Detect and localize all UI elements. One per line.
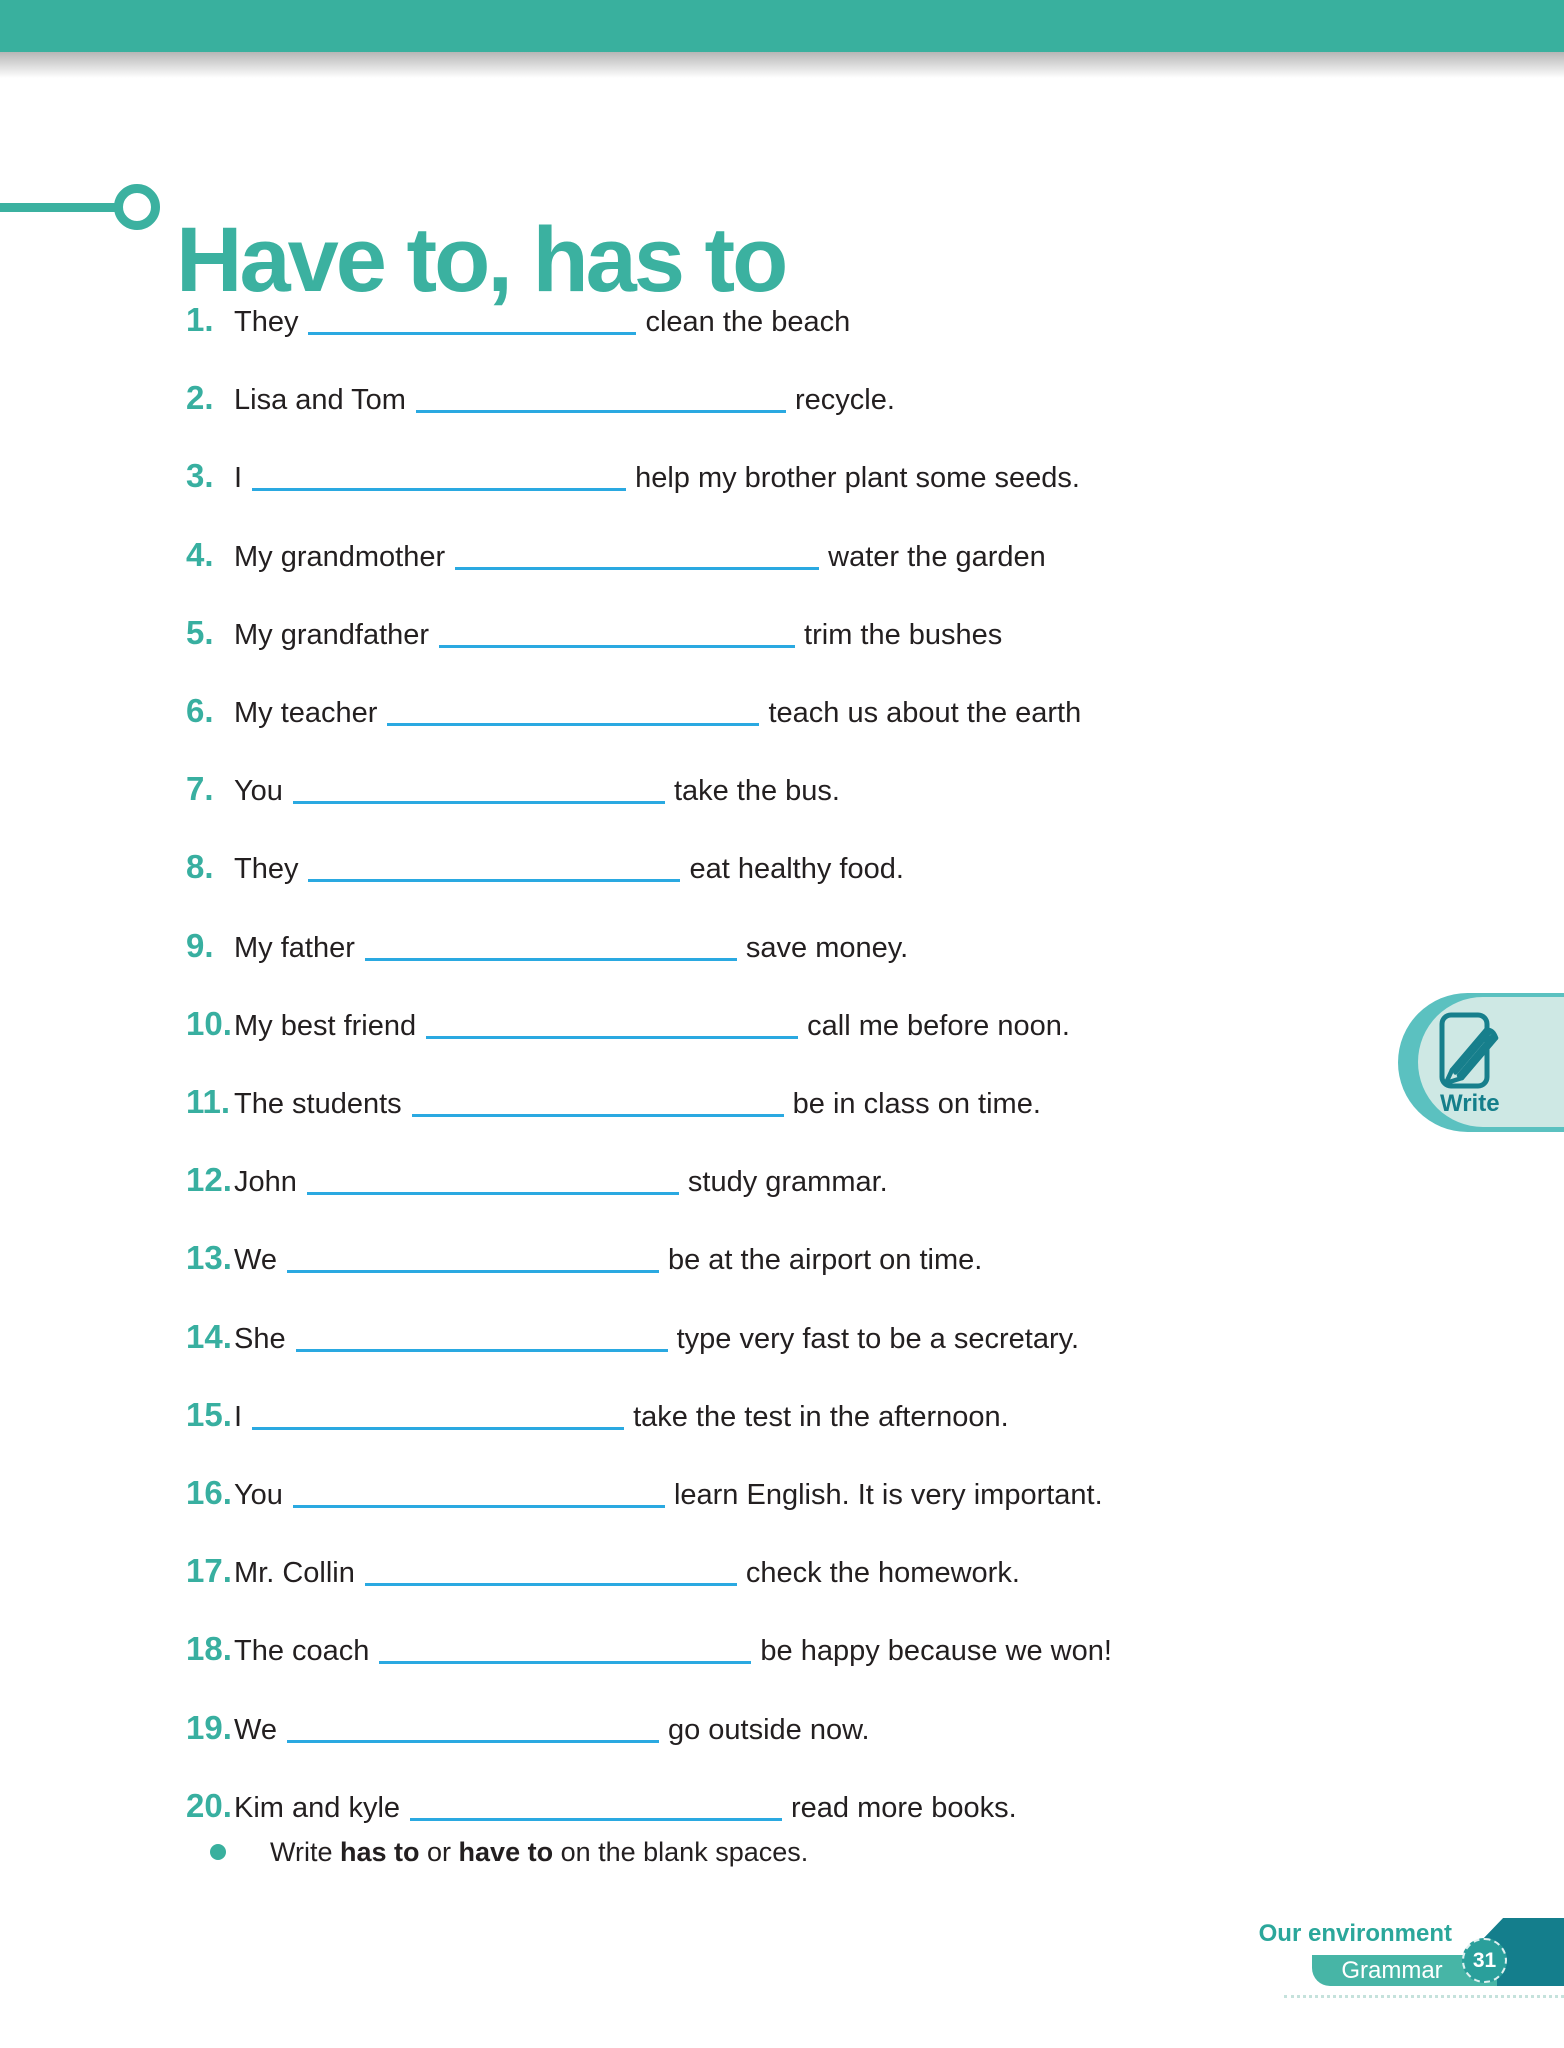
footer-unit-title: Our environment xyxy=(1258,1920,1452,1947)
bullet-dot-icon xyxy=(210,1844,226,1860)
item-post-text: water the garden xyxy=(828,540,1046,573)
page-number: 31 xyxy=(1472,1948,1497,1972)
item-pre-text: The students xyxy=(234,1088,402,1121)
blank-line[interactable] xyxy=(252,1425,624,1430)
item-number: 13. xyxy=(186,1239,232,1277)
item-number: 2. xyxy=(186,379,214,417)
footer-dotted-line xyxy=(1284,1995,1564,1998)
item-number: 15. xyxy=(186,1395,232,1433)
item-pre-text: The coach xyxy=(234,1635,370,1668)
top-color-bar xyxy=(0,0,1564,52)
item-post-text: teach us about the earth xyxy=(768,697,1082,730)
blank-line[interactable] xyxy=(416,408,786,413)
exercise-item-14 xyxy=(0,1299,1564,1377)
item-post-text: learn English. It is very important. xyxy=(673,1479,1103,1512)
item-number: 17. xyxy=(186,1552,232,1590)
item-pre-text: You xyxy=(234,1479,283,1512)
exercise-item-2 xyxy=(0,360,1564,438)
blank-line[interactable] xyxy=(379,1659,751,1664)
write-tab-label: Write xyxy=(1440,1090,1500,1117)
blank-line[interactable] xyxy=(387,721,759,726)
item-pre-text: My grandfather xyxy=(234,618,430,651)
pencil-paper-icon xyxy=(1438,1008,1502,1092)
item-pre-text: Kim and kyle xyxy=(234,1791,401,1824)
blank-line[interactable] xyxy=(426,1034,798,1039)
item-number: 19. xyxy=(186,1708,232,1746)
exercise-item-16 xyxy=(0,1455,1564,1533)
exercise-item-11 xyxy=(0,1064,1564,1142)
exercise-item-15 xyxy=(0,1377,1564,1455)
instruction-seg2: or xyxy=(419,1836,459,1867)
item-number: 7. xyxy=(186,770,214,808)
top-bar-shadow xyxy=(0,52,1564,78)
exercise-item-12 xyxy=(0,1142,1564,1220)
blank-line[interactable] xyxy=(287,1268,659,1273)
title-decor-line xyxy=(0,203,116,212)
blank-line[interactable] xyxy=(293,1503,665,1508)
exercise-item-1 xyxy=(0,282,1564,360)
blank-line[interactable] xyxy=(365,956,737,961)
exercise-item-18 xyxy=(0,1611,1564,1689)
footer-section-label: Grammar xyxy=(1341,1957,1443,1984)
item-post-text: be at the airport on time. xyxy=(667,1244,983,1277)
exercise-item-8 xyxy=(0,829,1564,907)
item-post-text: take the bus. xyxy=(673,775,840,808)
item-number: 9. xyxy=(186,926,214,964)
exercise-item-3 xyxy=(0,438,1564,516)
item-pre-text: My grandmother xyxy=(234,540,446,573)
exercise-item-19 xyxy=(0,1690,1564,1768)
item-pre-text: Mr. Collin xyxy=(234,1557,355,1590)
blank-line[interactable] xyxy=(365,1581,737,1586)
blank-line[interactable] xyxy=(308,877,680,882)
item-pre-text: Lisa and Tom xyxy=(234,384,406,417)
item-post-text: go outside now. xyxy=(667,1713,870,1746)
item-post-text: trim the bushes xyxy=(804,618,1003,651)
exercise-item-5 xyxy=(0,595,1564,673)
item-post-text: take the test in the afternoon. xyxy=(633,1400,1009,1433)
item-pre-text: They xyxy=(234,853,299,886)
blank-line[interactable] xyxy=(252,486,626,491)
exercise-item-6 xyxy=(0,673,1564,751)
item-number: 18. xyxy=(186,1630,232,1668)
item-post-text: be happy because we won! xyxy=(760,1635,1112,1668)
exercise-list xyxy=(0,282,1564,1846)
item-number: 10. xyxy=(186,1004,232,1042)
blank-line[interactable] xyxy=(439,643,795,648)
instruction-note xyxy=(210,1834,808,1870)
item-number: 14. xyxy=(186,1317,232,1355)
item-post-text: type very fast to be a secretary. xyxy=(676,1322,1080,1355)
item-pre-text: We xyxy=(234,1713,277,1746)
title-decor-circle-icon xyxy=(114,184,160,230)
item-post-text: save money. xyxy=(745,931,909,964)
item-post-text: recycle. xyxy=(794,384,895,417)
exercise-item-10 xyxy=(0,986,1564,1064)
blank-line[interactable] xyxy=(287,1738,659,1743)
blank-line[interactable] xyxy=(307,1190,679,1195)
item-post-text: call me before noon. xyxy=(807,1009,1070,1042)
blank-line[interactable] xyxy=(308,330,636,335)
blank-line[interactable] xyxy=(296,1347,668,1352)
item-number: 1. xyxy=(186,301,214,338)
item-post-text: eat healthy food. xyxy=(689,853,904,886)
page-number-badge xyxy=(1462,1938,1507,1983)
item-pre-text: We xyxy=(234,1244,277,1277)
exercise-item-9 xyxy=(0,908,1564,986)
item-post-text: check the homework. xyxy=(745,1557,1020,1590)
item-pre-text: My teacher xyxy=(234,697,378,730)
item-pre-text: My best friend xyxy=(234,1009,417,1042)
item-post-text: read more books. xyxy=(791,1791,1017,1824)
page-title: Have to, has to xyxy=(176,208,786,311)
instruction-bold-has-to: has to xyxy=(340,1836,420,1867)
blank-line[interactable] xyxy=(412,1112,784,1117)
item-number: 6. xyxy=(186,692,214,730)
blank-line[interactable] xyxy=(455,565,819,570)
item-post-text: help my brother plant some seeds. xyxy=(635,462,1080,495)
item-number: 3. xyxy=(186,457,214,495)
exercise-item-4 xyxy=(0,517,1564,595)
blank-line[interactable] xyxy=(410,1816,782,1821)
exercise-item-7 xyxy=(0,751,1564,829)
item-pre-text: John xyxy=(234,1166,297,1199)
item-pre-text: You xyxy=(234,775,283,808)
instruction-text xyxy=(270,1837,808,1868)
instruction-seg3: on the blank spaces. xyxy=(553,1836,809,1867)
item-post-text: clean the beach xyxy=(645,306,851,338)
item-number: 12. xyxy=(186,1161,232,1199)
item-pre-text: She xyxy=(234,1322,286,1355)
item-pre-text: I xyxy=(234,462,243,495)
item-number: 5. xyxy=(186,613,214,651)
exercise-item-17 xyxy=(0,1533,1564,1611)
exercise-item-13 xyxy=(0,1220,1564,1298)
item-number: 8. xyxy=(186,848,214,886)
item-pre-text: My father xyxy=(234,931,355,964)
item-number: 4. xyxy=(186,535,214,573)
item-number: 16. xyxy=(186,1474,232,1512)
item-pre-text: I xyxy=(234,1400,243,1433)
item-post-text: study grammar. xyxy=(687,1166,888,1199)
instruction-bold-have-to: have to xyxy=(458,1836,554,1867)
item-post-text: be in class on time. xyxy=(792,1088,1041,1121)
item-pre-text: They xyxy=(234,306,299,338)
blank-line[interactable] xyxy=(293,799,665,804)
instruction-seg1: Write xyxy=(270,1836,341,1867)
item-number: 11. xyxy=(186,1083,231,1121)
item-number: 20. xyxy=(186,1786,232,1824)
